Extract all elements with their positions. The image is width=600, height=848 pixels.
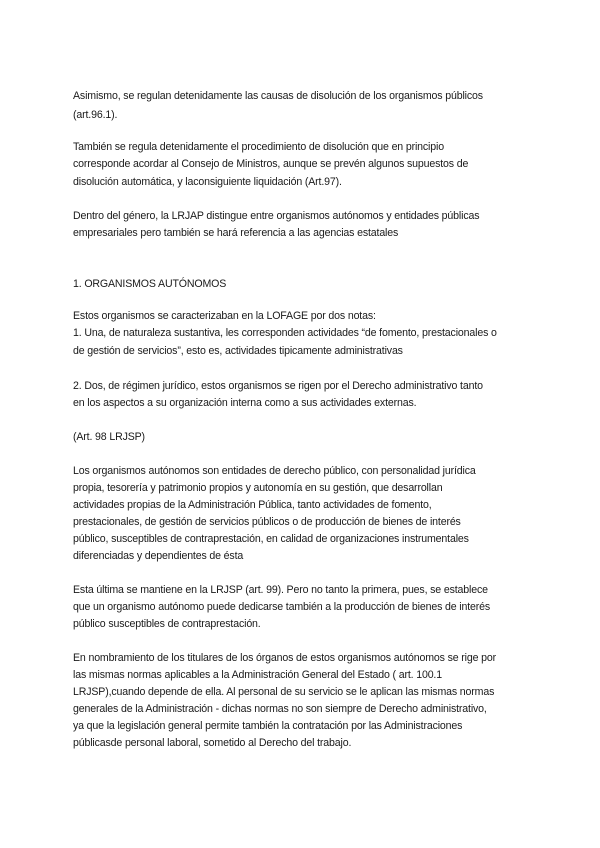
- text-line: generales de la Administración - dichas normas no son siempre de Derecho administrativo,: [73, 703, 487, 715]
- text-line: de gestión de servicios”, esto es, actividades tipicamente administrativas: [73, 345, 403, 357]
- text-line: En nombramiento de los titulares de los órganos de estos organismos autónomos se rige por: [73, 652, 497, 664]
- text-line: público, susceptibles de contraprestación, en calidad de organizaciones instrumentales: [73, 533, 469, 545]
- text-line: disolución automática, y laconsiguiente liquidación (Art.97).: [73, 176, 342, 188]
- text-line: ya que la legislación general permite también la contratación por las Administraciones: [73, 720, 463, 732]
- text-line: actividades propias de la Administración Pública, tanto actividades de fomento,: [73, 499, 432, 511]
- text-line: que un organismo autónomo puede dedicarse también a la producción de bienes de interés: [73, 601, 491, 613]
- text-line: públicasde personal laboral, sometido al Derecho del trabajo.: [73, 737, 352, 749]
- text-line: Los organismos autónomos son entidades de derecho público, con personalidad jurídica: [73, 465, 476, 477]
- section-heading: 1. ORGANISMOS AUTÓNOMOS: [73, 278, 227, 290]
- text-line: (Art. 98 LRJSP): [73, 431, 145, 443]
- text-line: en los aspectos a su organización interna como a sus actividades externas.: [73, 397, 417, 409]
- text-line: También se regula detenidamente el procedimiento de disolución que en principio: [73, 141, 444, 153]
- text-line: propia, tesorería y patrimonio propios y autonomía en su gestión, que desarrollan: [73, 482, 443, 494]
- text-line: Estos organismos se caracterizaban en la LOFAGE por dos notas:: [73, 310, 376, 322]
- text-line: público susceptibles de contraprestación.: [73, 618, 261, 630]
- text-line: 1. Una, de naturaleza sustantiva, les corresponden actividades “de fomento, prestacionales o: [73, 327, 497, 339]
- text-line: Esta última se mantiene en la LRJSP (art. 99). Pero no tanto la primera, pues, se establece: [73, 584, 488, 596]
- text-line: corresponde acordar al Consejo de Ministros, aunque se prevén algunos supuestos de: [73, 158, 469, 170]
- text-line: Asimismo, se regulan detenidamente las causas de disolución de los organismos públicos: [73, 90, 483, 102]
- text-line: prestacionales, de gestión de servicios públicos o de producción de bienes de interés: [73, 516, 461, 528]
- text-line: (art.96.1).: [73, 109, 118, 121]
- text-line: 2. Dos, de régimen jurídico, estos organismos se rigen por el Derecho administrativo tanto: [73, 380, 483, 392]
- text-line: las mismas normas aplicables a la Administración General del Estado ( art. 100.1: [73, 669, 442, 681]
- text-line: Dentro del género, la LRJAP distingue entre organismos autónomos y entidades públicas: [73, 210, 480, 222]
- text-line: empresariales pero también se hará referencia a las agencias estatales: [73, 227, 399, 239]
- text-line: diferenciadas y dependientes de ésta: [73, 550, 244, 562]
- text-line: LRJSP),cuando depende de ella. Al personal de su servicio se le aplican las mismas normas: [73, 686, 495, 698]
